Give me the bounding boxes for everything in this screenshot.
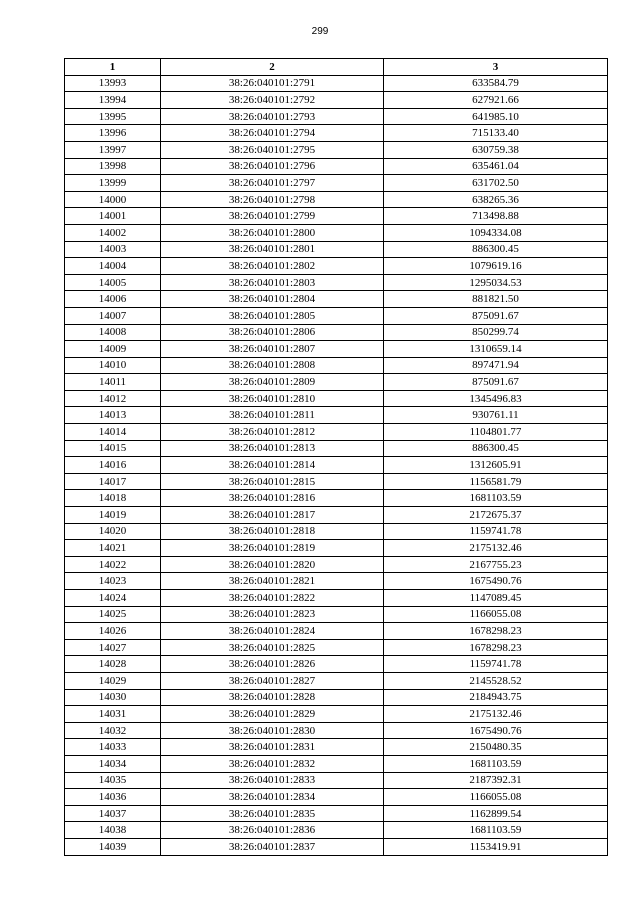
- table-header: [65, 59, 608, 76]
- table-cell-col-1: 14010: [65, 357, 161, 374]
- table-cell-col-1: 14022: [65, 556, 161, 573]
- table-cell-col-3: 875091.67: [384, 374, 608, 391]
- table-cell-col-3: 2150480.35: [384, 739, 608, 756]
- table-cell-col-1: 14023: [65, 573, 161, 590]
- table-cell-col-3: 1312605.91: [384, 457, 608, 474]
- table-cell-col-3: 1094334.08: [384, 224, 608, 241]
- table-cell-col-3: 630759.38: [384, 141, 608, 158]
- table-cell-col-1: 14035: [65, 772, 161, 789]
- table-cell-col-3: 886300.45: [384, 241, 608, 258]
- table-row: [65, 623, 608, 640]
- table-row: [65, 274, 608, 291]
- table-row: [65, 689, 608, 706]
- table-cell-col-3: 627921.66: [384, 92, 608, 109]
- table-cell-col-3: 1295034.53: [384, 274, 608, 291]
- table-cell-col-3: 1681103.59: [384, 822, 608, 839]
- table-cell-col-2: 38:26:040101:2824: [161, 623, 384, 640]
- table-cell-col-1: 14011: [65, 374, 161, 391]
- table-row: [65, 822, 608, 839]
- table-row: [65, 390, 608, 407]
- table-row: [65, 656, 608, 673]
- table-row: [65, 706, 608, 723]
- table-cell-col-2: 38:26:040101:2804: [161, 291, 384, 308]
- table-cell-col-2: 38:26:040101:2797: [161, 175, 384, 192]
- table-body: [65, 75, 608, 855]
- table-row: [65, 341, 608, 358]
- table-row: [65, 75, 608, 92]
- table-cell-col-1: 14000: [65, 191, 161, 208]
- table-row: [65, 224, 608, 241]
- table-row: [65, 307, 608, 324]
- table-cell-col-1: 14037: [65, 805, 161, 822]
- table-cell-col-1: 14008: [65, 324, 161, 341]
- table-cell-col-1: 14009: [65, 341, 161, 358]
- table-row: [65, 540, 608, 557]
- table-cell-col-2: 38:26:040101:2795: [161, 141, 384, 158]
- table-row: [65, 805, 608, 822]
- table-cell-col-1: 13999: [65, 175, 161, 192]
- table-cell-col-3: 1162899.54: [384, 805, 608, 822]
- table-row: [65, 523, 608, 540]
- table-cell-col-1: 14027: [65, 639, 161, 656]
- page-number: 299: [311, 26, 329, 37]
- table-cell-col-2: 38:26:040101:2814: [161, 457, 384, 474]
- table-row: [65, 92, 608, 109]
- table-cell-col-1: 14015: [65, 440, 161, 457]
- table-cell-col-2: 38:26:040101:2810: [161, 390, 384, 407]
- table-cell-col-3: 1153419.91: [384, 838, 608, 855]
- table-cell-col-1: 14014: [65, 424, 161, 441]
- table-row: [65, 125, 608, 142]
- table-cell-col-3: 1156581.79: [384, 473, 608, 490]
- table-cell-col-3: 2175132.46: [384, 706, 608, 723]
- table-row: [65, 473, 608, 490]
- table-cell-col-2: 38:26:040101:2831: [161, 739, 384, 756]
- table-cell-col-2: 38:26:040101:2803: [161, 274, 384, 291]
- table-cell-col-3: 886300.45: [384, 440, 608, 457]
- table-row: [65, 556, 608, 573]
- table-cell-col-3: 1681103.59: [384, 490, 608, 507]
- table-cell-col-1: 13995: [65, 108, 161, 125]
- header-row: [65, 59, 608, 76]
- table-cell-col-3: 1147089.45: [384, 590, 608, 607]
- table-cell-col-3: 1159741.78: [384, 523, 608, 540]
- table-cell-col-1: 13993: [65, 75, 161, 92]
- table-cell-col-3: 2187392.31: [384, 772, 608, 789]
- table-row: [65, 755, 608, 772]
- table-cell-col-3: 631702.50: [384, 175, 608, 192]
- table-row: [65, 573, 608, 590]
- table-cell-col-2: 38:26:040101:2792: [161, 92, 384, 109]
- table-cell-col-1: 13997: [65, 141, 161, 158]
- table-cell-col-2: 38:26:040101:2791: [161, 75, 384, 92]
- table-cell-col-1: 14020: [65, 523, 161, 540]
- data-table: [64, 58, 608, 856]
- table-cell-col-3: 2175132.46: [384, 540, 608, 557]
- table-cell-col-3: 1678298.23: [384, 623, 608, 640]
- table-cell-col-2: 38:26:040101:2801: [161, 241, 384, 258]
- table-cell-col-2: 38:26:040101:2815: [161, 473, 384, 490]
- table-cell-col-2: 38:26:040101:2828: [161, 689, 384, 706]
- table-cell-col-3: 930761.11: [384, 407, 608, 424]
- table-cell-col-3: 1345496.83: [384, 390, 608, 407]
- table-cell-col-2: 38:26:040101:2799: [161, 208, 384, 225]
- table-cell-col-1: 14019: [65, 507, 161, 524]
- table-cell-col-3: 2167755.23: [384, 556, 608, 573]
- table-cell-col-3: 2145528.52: [384, 672, 608, 689]
- table-cell-col-1: 14017: [65, 473, 161, 490]
- table-cell-col-2: 38:26:040101:2823: [161, 606, 384, 623]
- table-row: [65, 108, 608, 125]
- table-row: [65, 672, 608, 689]
- table-cell-col-1: 14039: [65, 838, 161, 855]
- table-cell-col-1: 14005: [65, 274, 161, 291]
- table-row: [65, 175, 608, 192]
- table-cell-col-1: 14025: [65, 606, 161, 623]
- table-row: [65, 440, 608, 457]
- table-row: [65, 141, 608, 158]
- table-cell-col-1: 14016: [65, 457, 161, 474]
- table-cell-col-2: 38:26:040101:2800: [161, 224, 384, 241]
- table-row: [65, 241, 608, 258]
- table-cell-col-3: 897471.94: [384, 357, 608, 374]
- table-cell-col-1: 14024: [65, 590, 161, 607]
- table-cell-col-3: 1079619.16: [384, 258, 608, 275]
- table-cell-col-3: 1681103.59: [384, 755, 608, 772]
- table-row: [65, 739, 608, 756]
- table-row: [65, 158, 608, 175]
- table-cell-col-1: 13998: [65, 158, 161, 175]
- table-cell-col-2: 38:26:040101:2827: [161, 672, 384, 689]
- table-cell-col-1: 14021: [65, 540, 161, 557]
- table-cell-col-3: 850299.74: [384, 324, 608, 341]
- table-cell-col-3: 1675490.76: [384, 722, 608, 739]
- table-cell-col-1: 14031: [65, 706, 161, 723]
- table-cell-col-2: 38:26:040101:2820: [161, 556, 384, 573]
- table-cell-col-1: 14028: [65, 656, 161, 673]
- table-cell-col-1: 14038: [65, 822, 161, 839]
- table-cell-col-2: 38:26:040101:2826: [161, 656, 384, 673]
- table-row: [65, 324, 608, 341]
- table-cell-col-3: 1166055.08: [384, 789, 608, 806]
- table-cell-col-2: 38:26:040101:2812: [161, 424, 384, 441]
- table-row: [65, 407, 608, 424]
- table-cell-col-1: 14012: [65, 390, 161, 407]
- table-cell-col-3: 1159741.78: [384, 656, 608, 673]
- table-cell-col-2: 38:26:040101:2802: [161, 258, 384, 275]
- table-row: [65, 590, 608, 607]
- table-cell-col-2: 38:26:040101:2822: [161, 590, 384, 607]
- table-cell-col-2: 38:26:040101:2833: [161, 772, 384, 789]
- table-row: [65, 357, 608, 374]
- table-cell-col-2: 38:26:040101:2813: [161, 440, 384, 457]
- table-cell-col-3: 1678298.23: [384, 639, 608, 656]
- table-cell-col-2: 38:26:040101:2816: [161, 490, 384, 507]
- table-cell-col-1: 14036: [65, 789, 161, 806]
- table-cell-col-1: 14026: [65, 623, 161, 640]
- table-cell-col-1: 14013: [65, 407, 161, 424]
- table-row: [65, 838, 608, 855]
- table-cell-col-1: 14004: [65, 258, 161, 275]
- table-row: [65, 722, 608, 739]
- table-cell-col-2: 38:26:040101:2832: [161, 755, 384, 772]
- table-cell-col-3: 638265.36: [384, 191, 608, 208]
- table-row: [65, 424, 608, 441]
- table-cell-col-2: 38:26:040101:2809: [161, 374, 384, 391]
- table-cell-col-2: 38:26:040101:2796: [161, 158, 384, 175]
- table-cell-col-2: 38:26:040101:2837: [161, 838, 384, 855]
- table-cell-col-1: 14030: [65, 689, 161, 706]
- table-cell-col-1: 14018: [65, 490, 161, 507]
- table-cell-col-2: 38:26:040101:2793: [161, 108, 384, 125]
- table-cell-col-2: 38:26:040101:2798: [161, 191, 384, 208]
- table-row: [65, 490, 608, 507]
- column-header-2: 2: [161, 59, 384, 76]
- table-cell-col-2: 38:26:040101:2818: [161, 523, 384, 540]
- table-cell-col-1: 13994: [65, 92, 161, 109]
- table-cell-col-2: 38:26:040101:2830: [161, 722, 384, 739]
- table-cell-col-3: 713498.88: [384, 208, 608, 225]
- table-cell-col-2: 38:26:040101:2817: [161, 507, 384, 524]
- table-cell-col-1: 14034: [65, 755, 161, 772]
- table-cell-col-2: 38:26:040101:2811: [161, 407, 384, 424]
- table-cell-col-1: 14002: [65, 224, 161, 241]
- table-row: [65, 374, 608, 391]
- table-cell-col-1: 13996: [65, 125, 161, 142]
- table-cell-col-2: 38:26:040101:2821: [161, 573, 384, 590]
- table-cell-col-1: 14006: [65, 291, 161, 308]
- table-row: [65, 191, 608, 208]
- table-row: [65, 507, 608, 524]
- table-cell-col-2: 38:26:040101:2835: [161, 805, 384, 822]
- table-cell-col-2: 38:26:040101:2805: [161, 307, 384, 324]
- table-cell-col-2: 38:26:040101:2794: [161, 125, 384, 142]
- table-cell-col-2: 38:26:040101:2836: [161, 822, 384, 839]
- table-cell-col-3: 1310659.14: [384, 341, 608, 358]
- table-cell-col-3: 633584.79: [384, 75, 608, 92]
- table-cell-col-3: 635461.04: [384, 158, 608, 175]
- table-row: [65, 789, 608, 806]
- table-cell-col-2: 38:26:040101:2806: [161, 324, 384, 341]
- table-row: [65, 772, 608, 789]
- table-cell-col-3: 641985.10: [384, 108, 608, 125]
- table-cell-col-1: 14029: [65, 672, 161, 689]
- table-cell-col-3: 715133.40: [384, 125, 608, 142]
- table-row: [65, 208, 608, 225]
- table-cell-col-3: 881821.50: [384, 291, 608, 308]
- table-cell-col-1: 14001: [65, 208, 161, 225]
- table-row: [65, 606, 608, 623]
- table-cell-col-3: 1675490.76: [384, 573, 608, 590]
- table-cell-col-2: 38:26:040101:2819: [161, 540, 384, 557]
- table-cell-col-2: 38:26:040101:2807: [161, 341, 384, 358]
- table-cell-col-3: 875091.67: [384, 307, 608, 324]
- table-row: [65, 639, 608, 656]
- table-row: [65, 457, 608, 474]
- column-header-3: 3: [384, 59, 608, 76]
- table-cell-col-3: 2172675.37: [384, 507, 608, 524]
- table-cell-col-3: 1104801.77: [384, 424, 608, 441]
- table-cell-col-2: 38:26:040101:2829: [161, 706, 384, 723]
- table-row: [65, 291, 608, 308]
- table-cell-col-2: 38:26:040101:2808: [161, 357, 384, 374]
- table-cell-col-3: 2184943.75: [384, 689, 608, 706]
- table-cell-col-1: 14007: [65, 307, 161, 324]
- table-cell-col-1: 14003: [65, 241, 161, 258]
- table-row: [65, 258, 608, 275]
- table-cell-col-3: 1166055.08: [384, 606, 608, 623]
- table-cell-col-1: 14032: [65, 722, 161, 739]
- column-header-1: 1: [65, 59, 161, 76]
- table-cell-col-1: 14033: [65, 739, 161, 756]
- table-cell-col-2: 38:26:040101:2834: [161, 789, 384, 806]
- table-cell-col-2: 38:26:040101:2825: [161, 639, 384, 656]
